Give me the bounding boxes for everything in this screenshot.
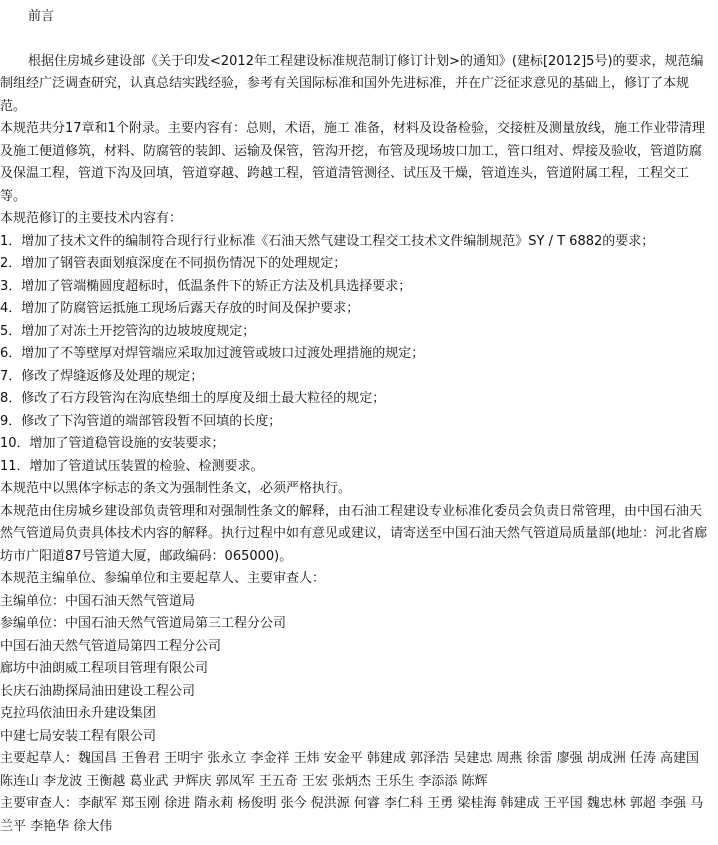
revision-item: 8．修改了石方段管沟在沟底垫细土的厚度及细土最大粒径的规定； bbox=[0, 391, 386, 406]
participating-unit: 克拉玛依油田永升建设集团 bbox=[0, 706, 157, 721]
page-title: 前言 bbox=[28, 9, 55, 24]
participating-unit: 中建七局安装工程有限公司 bbox=[0, 728, 157, 744]
mandatory-note: 本规范中以黑体字标志的条文为强制性条文，必须严格执行。 bbox=[0, 481, 352, 496]
intro-paragraph: 根据住房城乡建设部《关于印发<2012年工程建设标准规范制订修订计划>的通知》(建标[2012]5号)的要求，规范编制组经广泛调查研究，认真总结实践经验，参考有关国际标准和国外先进标准，并在广泛征求意见的基础上，修订了本规范。 bbox=[0, 53, 704, 114]
participating-unit: 廊坊中油朗威工程项目管理有限公司 bbox=[0, 661, 209, 676]
participating-unit: 中国石油天然气管道局第四工程分公司 bbox=[0, 638, 222, 654]
participating-unit: 长庆石油勘探局油田建设工程公司 bbox=[0, 683, 196, 699]
revision-item: 10．增加了管道稳管设施的安装要求； bbox=[0, 436, 225, 451]
revision-item: 6．增加了不等壁厚对焊管端应采取加过渡管或坡口过渡处理措施的规定； bbox=[0, 346, 425, 361]
contents-paragraph: 本规范共分17章和1个附录。主要内容有：总则，术语，施工 准备，材料及设备检验，交接桩及测量放线，施工作业带清理及施工便道修筑，材料、防腐管的装卸、运输及保管，管沟开挖，布管及现场坡口加工，管口组对、焊接及验收，管道防腐及保温工程，管道下沟及回填，管道穿越、跨越工程，管道清管测径、试压及干燥，管道连头，管道附属工程，工程交工等。 bbox=[0, 121, 705, 204]
units-intro: 本规范主编单位、参编单位和主要起草人、主要审查人： bbox=[0, 571, 326, 586]
revision-item: 9．修改了下沟管道的端部管段暂不回填的长度； bbox=[0, 413, 282, 429]
revision-item: 4．增加了防腐管运抵施工现场后露天存放的时间及保护要求； bbox=[0, 301, 360, 316]
revision-item: 11．增加了管道试压装置的检验、检测要求。 bbox=[0, 458, 264, 474]
revision-item: 5．增加了对冻土开挖管沟的边坡坡度规定； bbox=[0, 323, 256, 339]
revision-item: 3．增加了管端椭圆度超标时，低温条件下的矫正方法及机具选择要求； bbox=[0, 278, 412, 294]
drafters-list: 主要起草人：魏国昌 王鲁君 王明宇 张永立 李金祥 王炜 安金平 韩建成 郭泽浩 吴建忠 周燕 徐雷 廖强 胡成洲 任涛 高建国 陈连山 李龙波 王衡越 葛业武 尹辉庆 郭凤军 王五奇 王宏 张炳杰 王乐生 李添添 陈辉 bbox=[0, 751, 699, 789]
participating-unit: 参编单位：中国石油天然气管道局第三工程分公司 bbox=[0, 616, 287, 631]
revision-item: 7．修改了焊缝返修及处理的规定； bbox=[0, 368, 204, 384]
chief-unit: 主编单位：中国石油天然气管道局 bbox=[0, 593, 196, 609]
revision-intro: 本规范修订的主要技术内容有： bbox=[0, 211, 183, 226]
reviewers-list: 主要审查人：李献军 郑玉刚 徐进 隋永莉 杨俊明 张今 倪洪源 何睿 李仁科 王勇 梁桂海 韩建成 王平国 魏忠林 郭超 李强 马兰平 李艳华 徐大伟 bbox=[0, 796, 704, 834]
management-paragraph: 本规范由住房城乡建设部负责管理和对强制性条文的解释，由石油工程建设专业标准化委员会负责日常管理，由中国石油天然气管道局负责具体技术内容的解释。执行过程中如有意见或建议，请寄送至中国石油天然气管道局质量部(地址：河北省廊坊市广阳道87号管道大厦，邮政编码：065000)。 bbox=[0, 503, 708, 564]
revision-item: 1．增加了技术文件的编制符合现行行业标准《石油天然气建设工程交工技术文件编制规范》SY / T 6882的要求； bbox=[0, 233, 655, 249]
revision-item: 2．增加了钢管表面划痕深度在不同损伤情况下的处理规定； bbox=[0, 256, 347, 271]
